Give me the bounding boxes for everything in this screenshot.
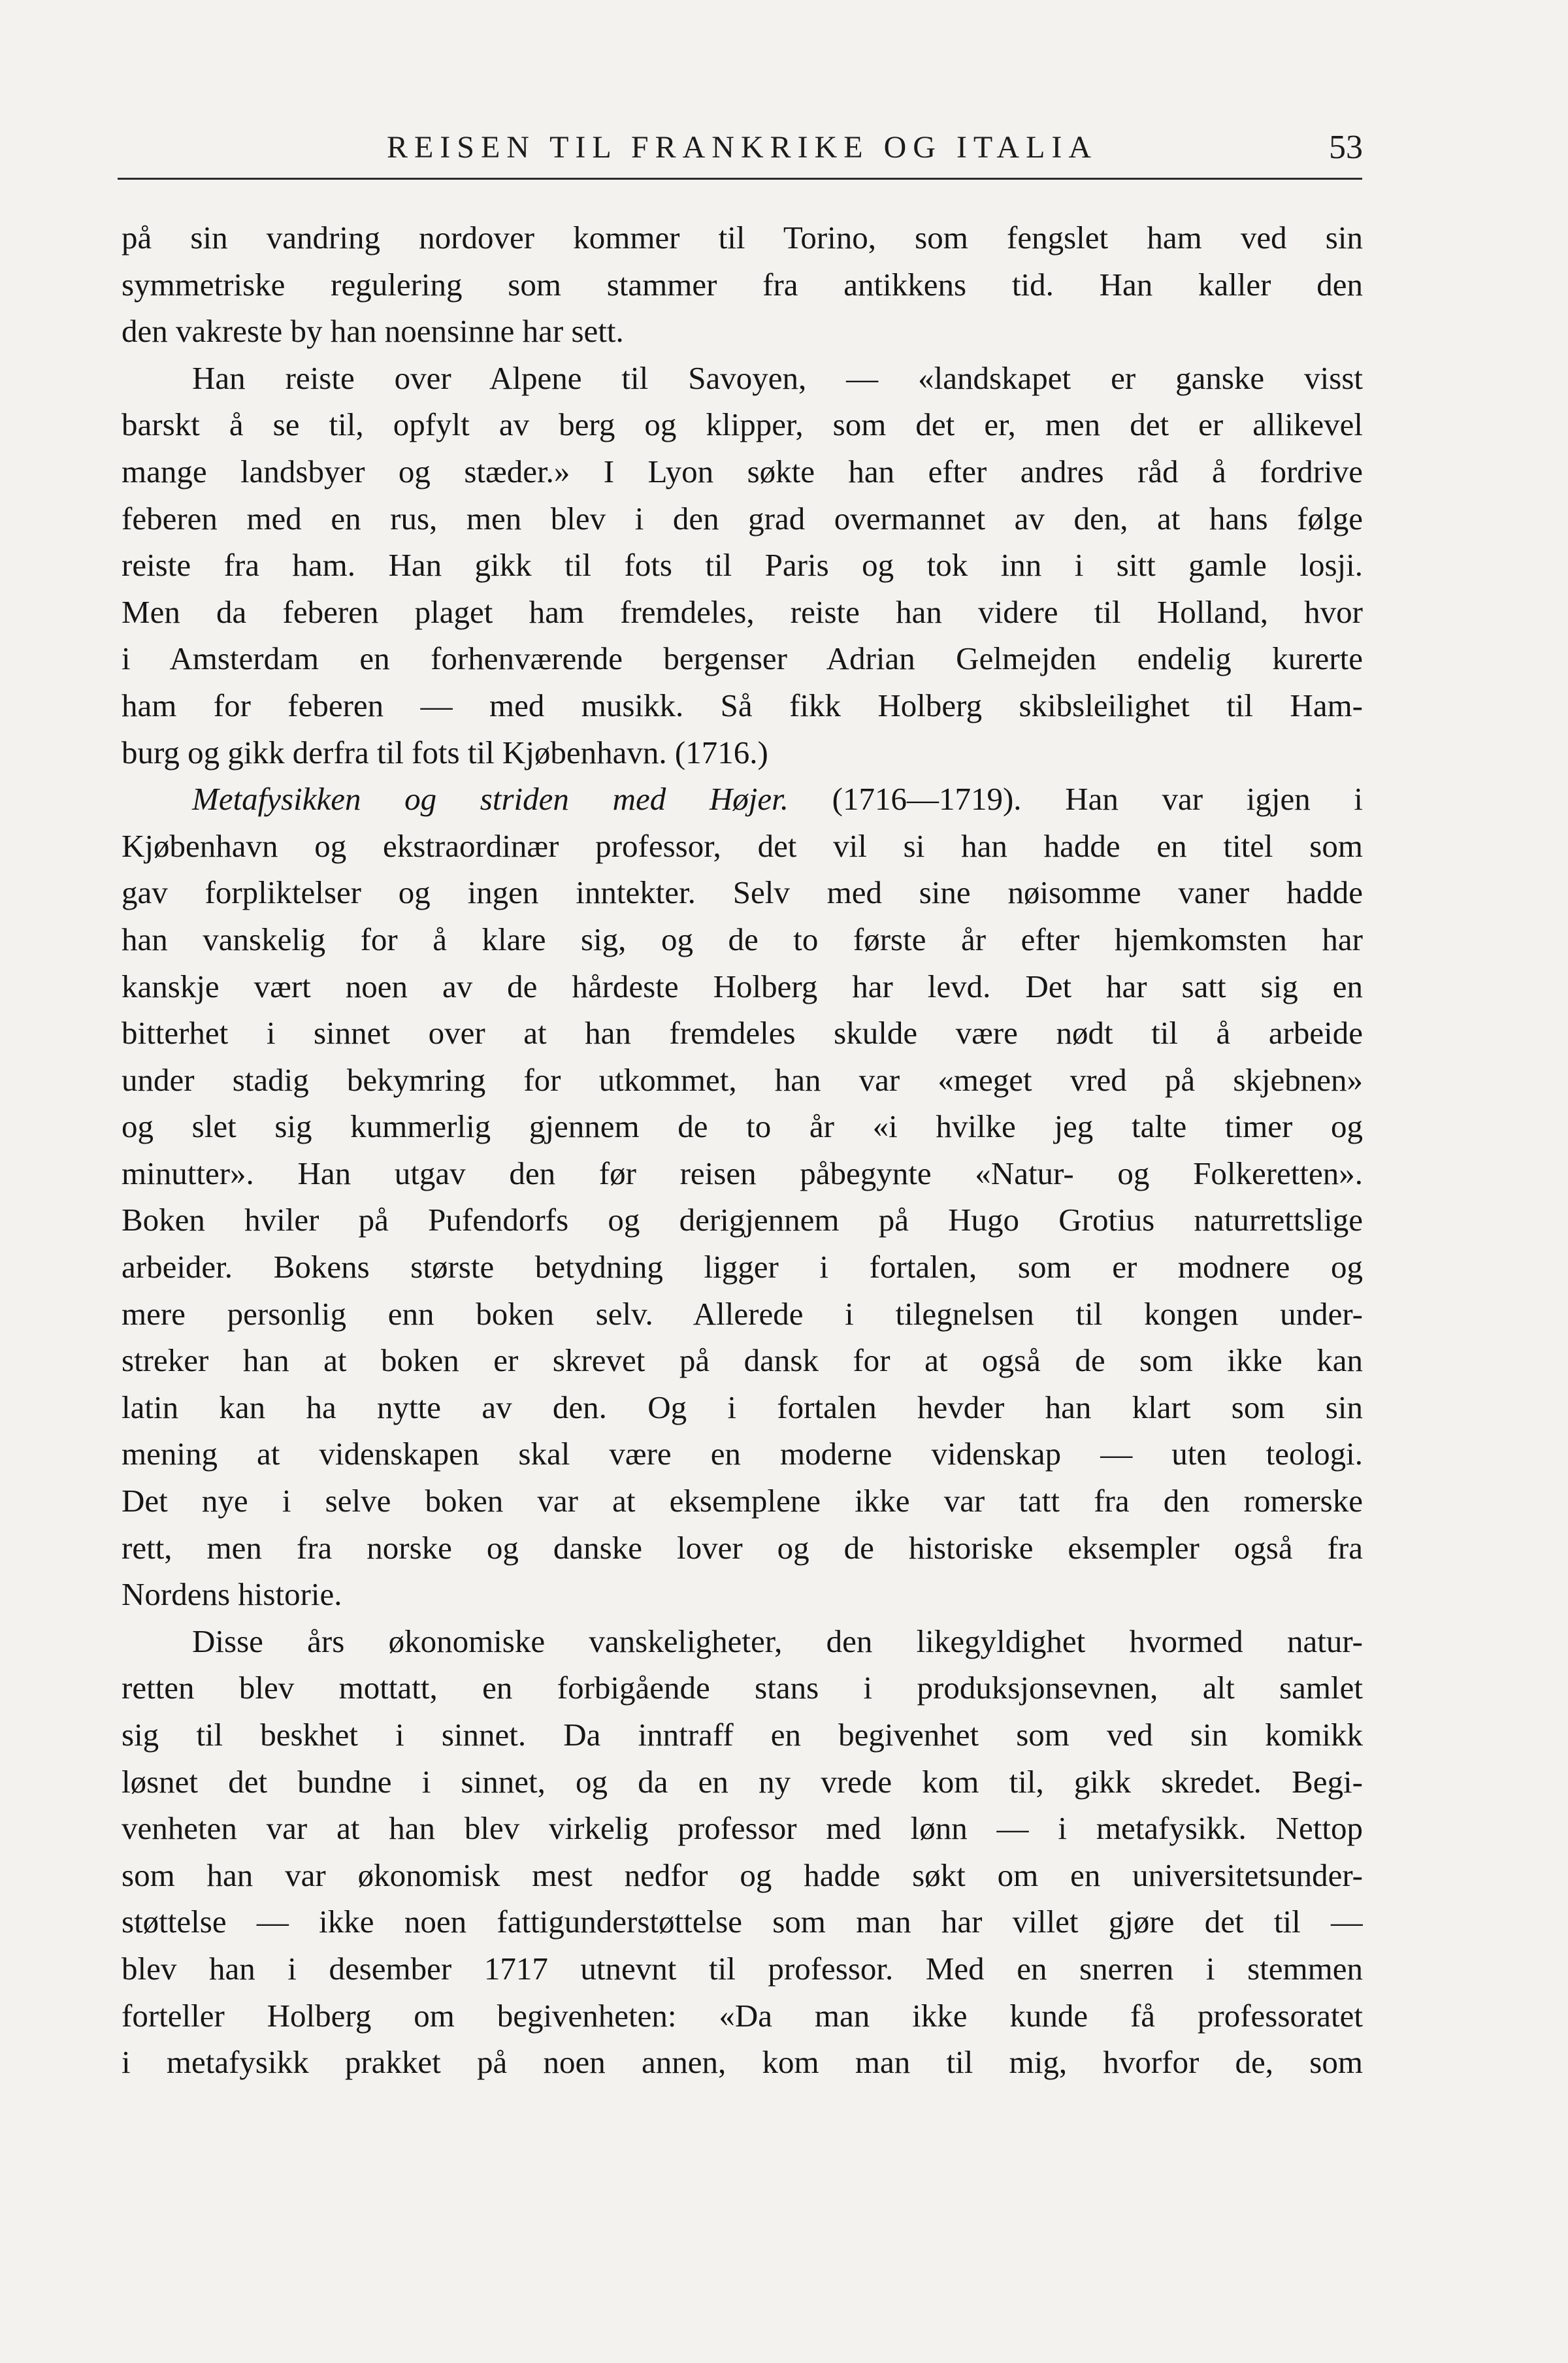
text-line: Nordens historie.: [122, 1576, 342, 1613]
text-line: Boken hviler på Pufendorfs og derigjennem på Hugo Grotius naturrettslige: [122, 1202, 1363, 1238]
text-line: forteller Holberg om begivenheten: «Da man ikke kunde få professoratet: [122, 1997, 1363, 2034]
text-line: på sin vandring nordover kommer til Torino, som fengslet ham ved sin: [122, 220, 1363, 256]
text-line: minutter». Han utgav den før reisen påbegynte «Natur- og Folkeretten».: [122, 1155, 1363, 1191]
text-line: Disse års økonomiske vanskeligheter, den likegyldighet hvormed natur-: [192, 1623, 1363, 1659]
section-heading-dates: (1716—1719). Han var igjen i: [789, 781, 1363, 818]
text-line: som han var økonomisk mest nedfor og hadde søkt om en universitetsunder-: [122, 1857, 1363, 1893]
text-line: under stadig bekymring for utkommet, han var «meget vred på skjebnen»: [122, 1061, 1363, 1098]
text-line: arbeider. Bokens største betydning ligger i fortalen, som er modnere og: [122, 1249, 1363, 1285]
text-line: i metafysikk prakket på noen annen, kom man til mig, hvorfor de, som: [122, 2044, 1363, 2081]
text-line: den vakreste by han noensinne har sett.: [122, 313, 624, 350]
text-line: latin kan ha nytte av den. Og i fortalen hevder han klart som sin: [122, 1389, 1363, 1425]
text-line: Men da feberen plaget ham fremdeles, reiste han videre til Holland, hvor: [122, 593, 1363, 630]
text-line: ham for feberen — med musikk. Så fikk Holberg skibsleilighet til Ham-: [122, 687, 1363, 723]
text-line: bitterhet i sinnet over at han fremdeles skulde være nødt til å arbeide: [122, 1015, 1363, 1051]
text-line: rett, men fra norske og danske lover og de historiske eksempler også fra: [122, 1529, 1363, 1566]
text-line: mange landsbyer og stæder.» I Lyon søkte han efter andres råd å fordrive: [122, 453, 1363, 489]
text-line: mere personlig enn boken selv. Allerede i tilegnelsen til kongen under-: [122, 1295, 1363, 1332]
section-heading: Metafysikken og striden med Højer.: [192, 781, 789, 818]
running-head: [122, 124, 1363, 171]
body-text: [122, 214, 1363, 2086]
text-line: og slet sig kummerlig gjennem de to år «i hvilke jeg talte timer og: [122, 1108, 1363, 1145]
text-line: feberen med en rus, men blev i den grad overmannet av den, at hans følge: [122, 500, 1363, 537]
text-line: kanskje vært noen av de hårdeste Holberg har levd. Det har satt sig en: [122, 968, 1363, 1004]
text-line: løsnet det bundne i sinnet, og da en ny vrede kom til, gikk skredet. Begi-: [122, 1763, 1363, 1800]
text-line: streker han at boken er skrevet på dansk for at også de som ikke kan: [122, 1342, 1363, 1379]
text-line: symmetriske regulering som stammer fra antikkens tid. Han kaller den: [122, 266, 1363, 303]
section-heading-line: [122, 776, 1363, 823]
running-title: REISEN TIL FRANKRIKE OG ITALIA: [386, 130, 1098, 165]
text-line: Kjøbenhavn og ekstraordinær professor, det vil si han hadde en titel som: [122, 827, 1363, 864]
text-line: venheten var at han blev virkelig professor med lønn — i metafysikk. Nettop: [122, 1810, 1363, 1847]
text-line: han vanskelig for å klare sig, og de to første år efter hjemkomsten har: [122, 921, 1363, 957]
text-line: barskt å se til, opfylt av berg og klipper, som det er, men det er allikevel: [122, 406, 1363, 443]
text-line: Han reiste over Alpene til Savoyen, — «landskapet er ganske visst: [192, 359, 1363, 396]
page-number: 53: [1329, 129, 1363, 166]
text-line: støttelse — ikke noen fattigunderstøttelse som man har villet gjøre det til —: [122, 1904, 1363, 1940]
text-line: reiste fra ham. Han gikk til fots til Paris og tok inn i sitt gamle losji.: [122, 547, 1363, 584]
text-line: blev han i desember 1717 utnevnt til professor. Med en snerren i stemmen: [122, 1950, 1363, 1987]
header-rule: [118, 178, 1362, 180]
text-line: sig til beskhet i sinnet. Da inntraff en begivenhet som ved sin komikk: [122, 1717, 1363, 1753]
text-line: burg og gikk derfra til fots til Kjøbenhavn. (1716.): [122, 734, 768, 770]
text-line: i Amsterdam en forhenværende bergenser Adrian Gelmejden endelig kurerte: [122, 640, 1363, 677]
text-line: retten blev mottatt, en forbigående stans i produksjonsevnen, alt samlet: [122, 1670, 1363, 1706]
text-line: mening at videnskapen skal være en moderne videnskap — uten teologi.: [122, 1436, 1363, 1472]
text-line: gav forpliktelser og ingen inntekter. Selv med sine nøisomme vaner hadde: [122, 874, 1363, 911]
text-line: Det nye i selve boken var at eksemplene ikke var tatt fra den romerske: [122, 1483, 1363, 1519]
